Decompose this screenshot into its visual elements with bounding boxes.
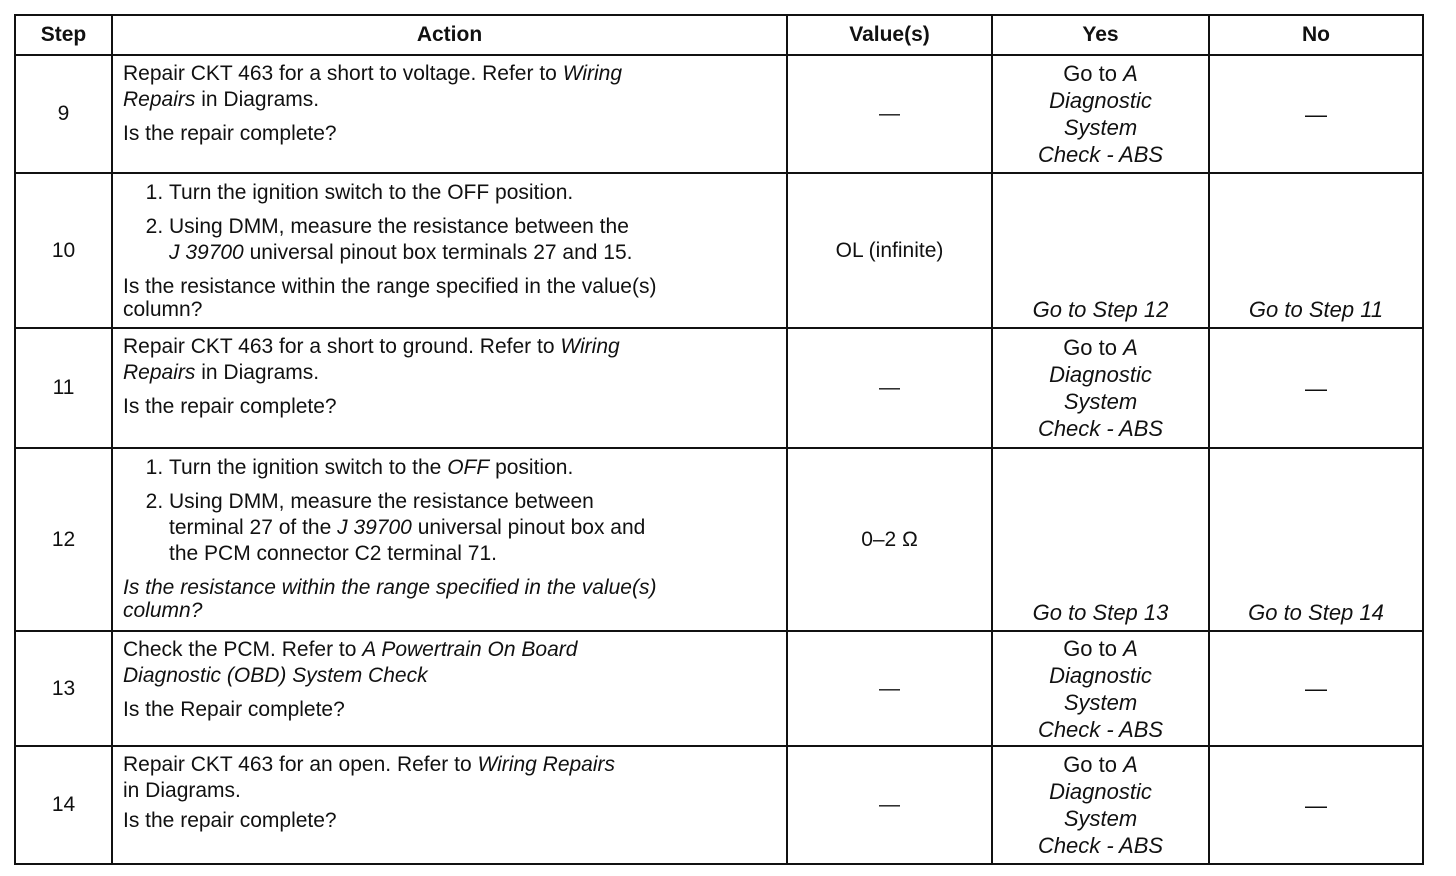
no-cell: Go to Step 14 xyxy=(1209,448,1423,631)
yes-cell xyxy=(992,631,1209,746)
yes-system: System xyxy=(1063,689,1138,715)
action-text-cont: Repairs in Diagrams. xyxy=(123,88,320,111)
table-row-step-14 xyxy=(15,746,1423,864)
no-cell: Go to Step 11 xyxy=(1209,173,1423,328)
yes-system: System xyxy=(1063,115,1138,140)
yes-check: Check - ABS xyxy=(1037,833,1164,858)
question-text-cont: column? xyxy=(123,599,203,622)
yes-system: System xyxy=(1063,806,1138,831)
yes-go-line: Go to A xyxy=(1063,335,1138,360)
table-row-step-11 xyxy=(15,328,1423,448)
header-step: Step xyxy=(15,15,112,55)
yes-check: Check - ABS xyxy=(1037,716,1164,742)
yes-cell xyxy=(992,328,1209,448)
yes-system: System xyxy=(1063,389,1138,414)
yes-go-line: Go to A xyxy=(1063,635,1138,661)
header-values: Value(s) xyxy=(787,15,992,55)
action-text: Repair CKT 463 for a short to voltage. Refer to Wiring xyxy=(123,62,623,85)
action-text: Check the PCM. Refer to A Powertrain On Board xyxy=(123,638,578,661)
question-text: Is the repair complete? xyxy=(123,809,337,832)
action-step-1: 1. Turn the ignition switch to the OFF position. xyxy=(169,180,776,206)
yes-cell xyxy=(992,55,1209,173)
question-text: Is the repair complete? xyxy=(123,122,337,145)
action-cell xyxy=(112,173,787,328)
step-number: 12 xyxy=(15,448,112,631)
table-row-step-10 xyxy=(15,173,1423,328)
step-number: 11 xyxy=(15,328,112,448)
action-text-cont: Repairs in Diagrams. xyxy=(123,361,320,384)
no-cell: — xyxy=(1209,328,1423,448)
header-action: Action xyxy=(112,15,787,55)
yes-diagnostic: Diagnostic xyxy=(1049,662,1152,688)
no-cell: — xyxy=(1209,631,1423,746)
header-yes: Yes xyxy=(992,15,1209,55)
action-text-cont: in Diagrams. xyxy=(123,779,241,802)
action-text: Repair CKT 463 for a short to ground. Refer to Wiring xyxy=(123,335,620,358)
no-cell: — xyxy=(1209,55,1423,173)
step-number: 10 xyxy=(15,173,112,328)
action-text-cont: Diagnostic (OBD) System Check xyxy=(123,664,428,687)
action-step-1: 1. Turn the ignition switch to the OFF position. xyxy=(169,455,776,481)
question-text-cont: column? xyxy=(123,298,203,321)
value-cell: — xyxy=(787,55,992,173)
question-text: Is the resistance within the range specified in the value(s) xyxy=(123,275,657,298)
yes-check: Check - ABS xyxy=(1037,142,1164,167)
action-step-2: 2. Using DMM, measure the resistance between the J 39700 universal pinout box terminals 27 and 15. xyxy=(169,214,776,266)
action-steps-list xyxy=(123,455,776,567)
step-number: 9 xyxy=(15,55,112,173)
value-cell: — xyxy=(787,746,992,864)
yes-go-line: Go to A xyxy=(1063,752,1138,777)
action-text: Repair CKT 463 for an open. Refer to Wiring Repairs xyxy=(123,753,616,776)
table-row-step-12 xyxy=(15,448,1423,631)
question-text: Is the Repair complete? xyxy=(123,698,345,721)
action-cell xyxy=(112,328,787,448)
yes-cell: Go to Step 12 xyxy=(992,173,1209,328)
header-no: No xyxy=(1209,15,1423,55)
step-number: 14 xyxy=(15,746,112,864)
yes-cell xyxy=(992,746,1209,864)
action-cell xyxy=(112,631,787,746)
yes-go-line: Go to A xyxy=(1063,61,1138,86)
step-number: 13 xyxy=(15,631,112,746)
value-cell: 0–2 Ω xyxy=(787,448,992,631)
yes-diagnostic: Diagnostic xyxy=(1049,779,1152,804)
header-row xyxy=(15,15,1423,55)
diagnostic-table xyxy=(14,14,1424,865)
table-row-step-13 xyxy=(15,631,1423,746)
yes-diagnostic: Diagnostic xyxy=(1049,362,1152,387)
action-cell xyxy=(112,55,787,173)
action-steps-list xyxy=(123,180,776,266)
no-cell: — xyxy=(1209,746,1423,864)
value-cell: — xyxy=(787,631,992,746)
yes-diagnostic: Diagnostic xyxy=(1049,88,1152,113)
value-cell: — xyxy=(787,328,992,448)
yes-cell: Go to Step 13 xyxy=(992,448,1209,631)
question-text: Is the resistance within the range specified in the value(s) xyxy=(123,576,657,599)
table-row-step-9 xyxy=(15,55,1423,173)
yes-check: Check - ABS xyxy=(1037,416,1164,441)
action-cell xyxy=(112,448,787,631)
action-step-2: 2. Using DMM, measure the resistance between terminal 27 of the J 39700 universal pinout box and the PCM connector C2 terminal 71. xyxy=(169,489,776,567)
question-text: Is the repair complete? xyxy=(123,395,337,418)
value-cell: OL (infinite) xyxy=(787,173,992,328)
action-cell xyxy=(112,746,787,864)
